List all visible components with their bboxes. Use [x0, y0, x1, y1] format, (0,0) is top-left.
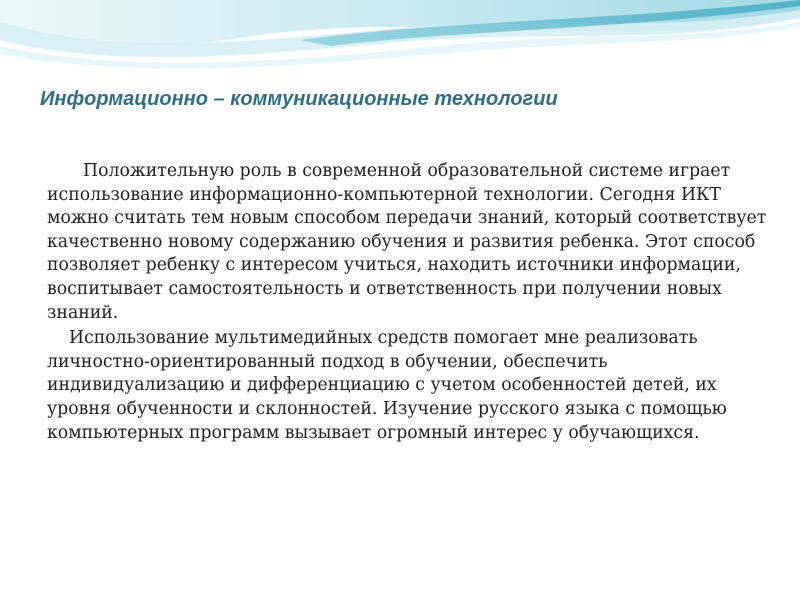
slide-body — [47, 160, 767, 445]
decorative-waves — [0, 0, 800, 80]
slide-title: Информационно – коммуникационные технологии — [40, 88, 558, 110]
paragraph-2: Использование мультимедийных средств помогает мне реализовать личностно-ориентированный подход в обучении, обеспечить индивидуализацию и дифференциацию с учетом особенностей детей, их уровня обученности и склонностей. Изучение русского языка с помощью компьютерных программ вызывает огромный интерес у обучающихся. — [47, 328, 727, 443]
paragraph-1: Положительную роль в современной образовательной системе играет использование информационно-компьютерной технологии. Сегодня ИКТ можно считать тем новым способом передачи знаний, который соответствует качественно новому содержанию обучения и развития ребенка. Этот способ позволяет ребенку с интересом учиться, находить источники информации, воспитывает самостоятельность и ответственность при получении новых знаний. — [47, 161, 767, 323]
